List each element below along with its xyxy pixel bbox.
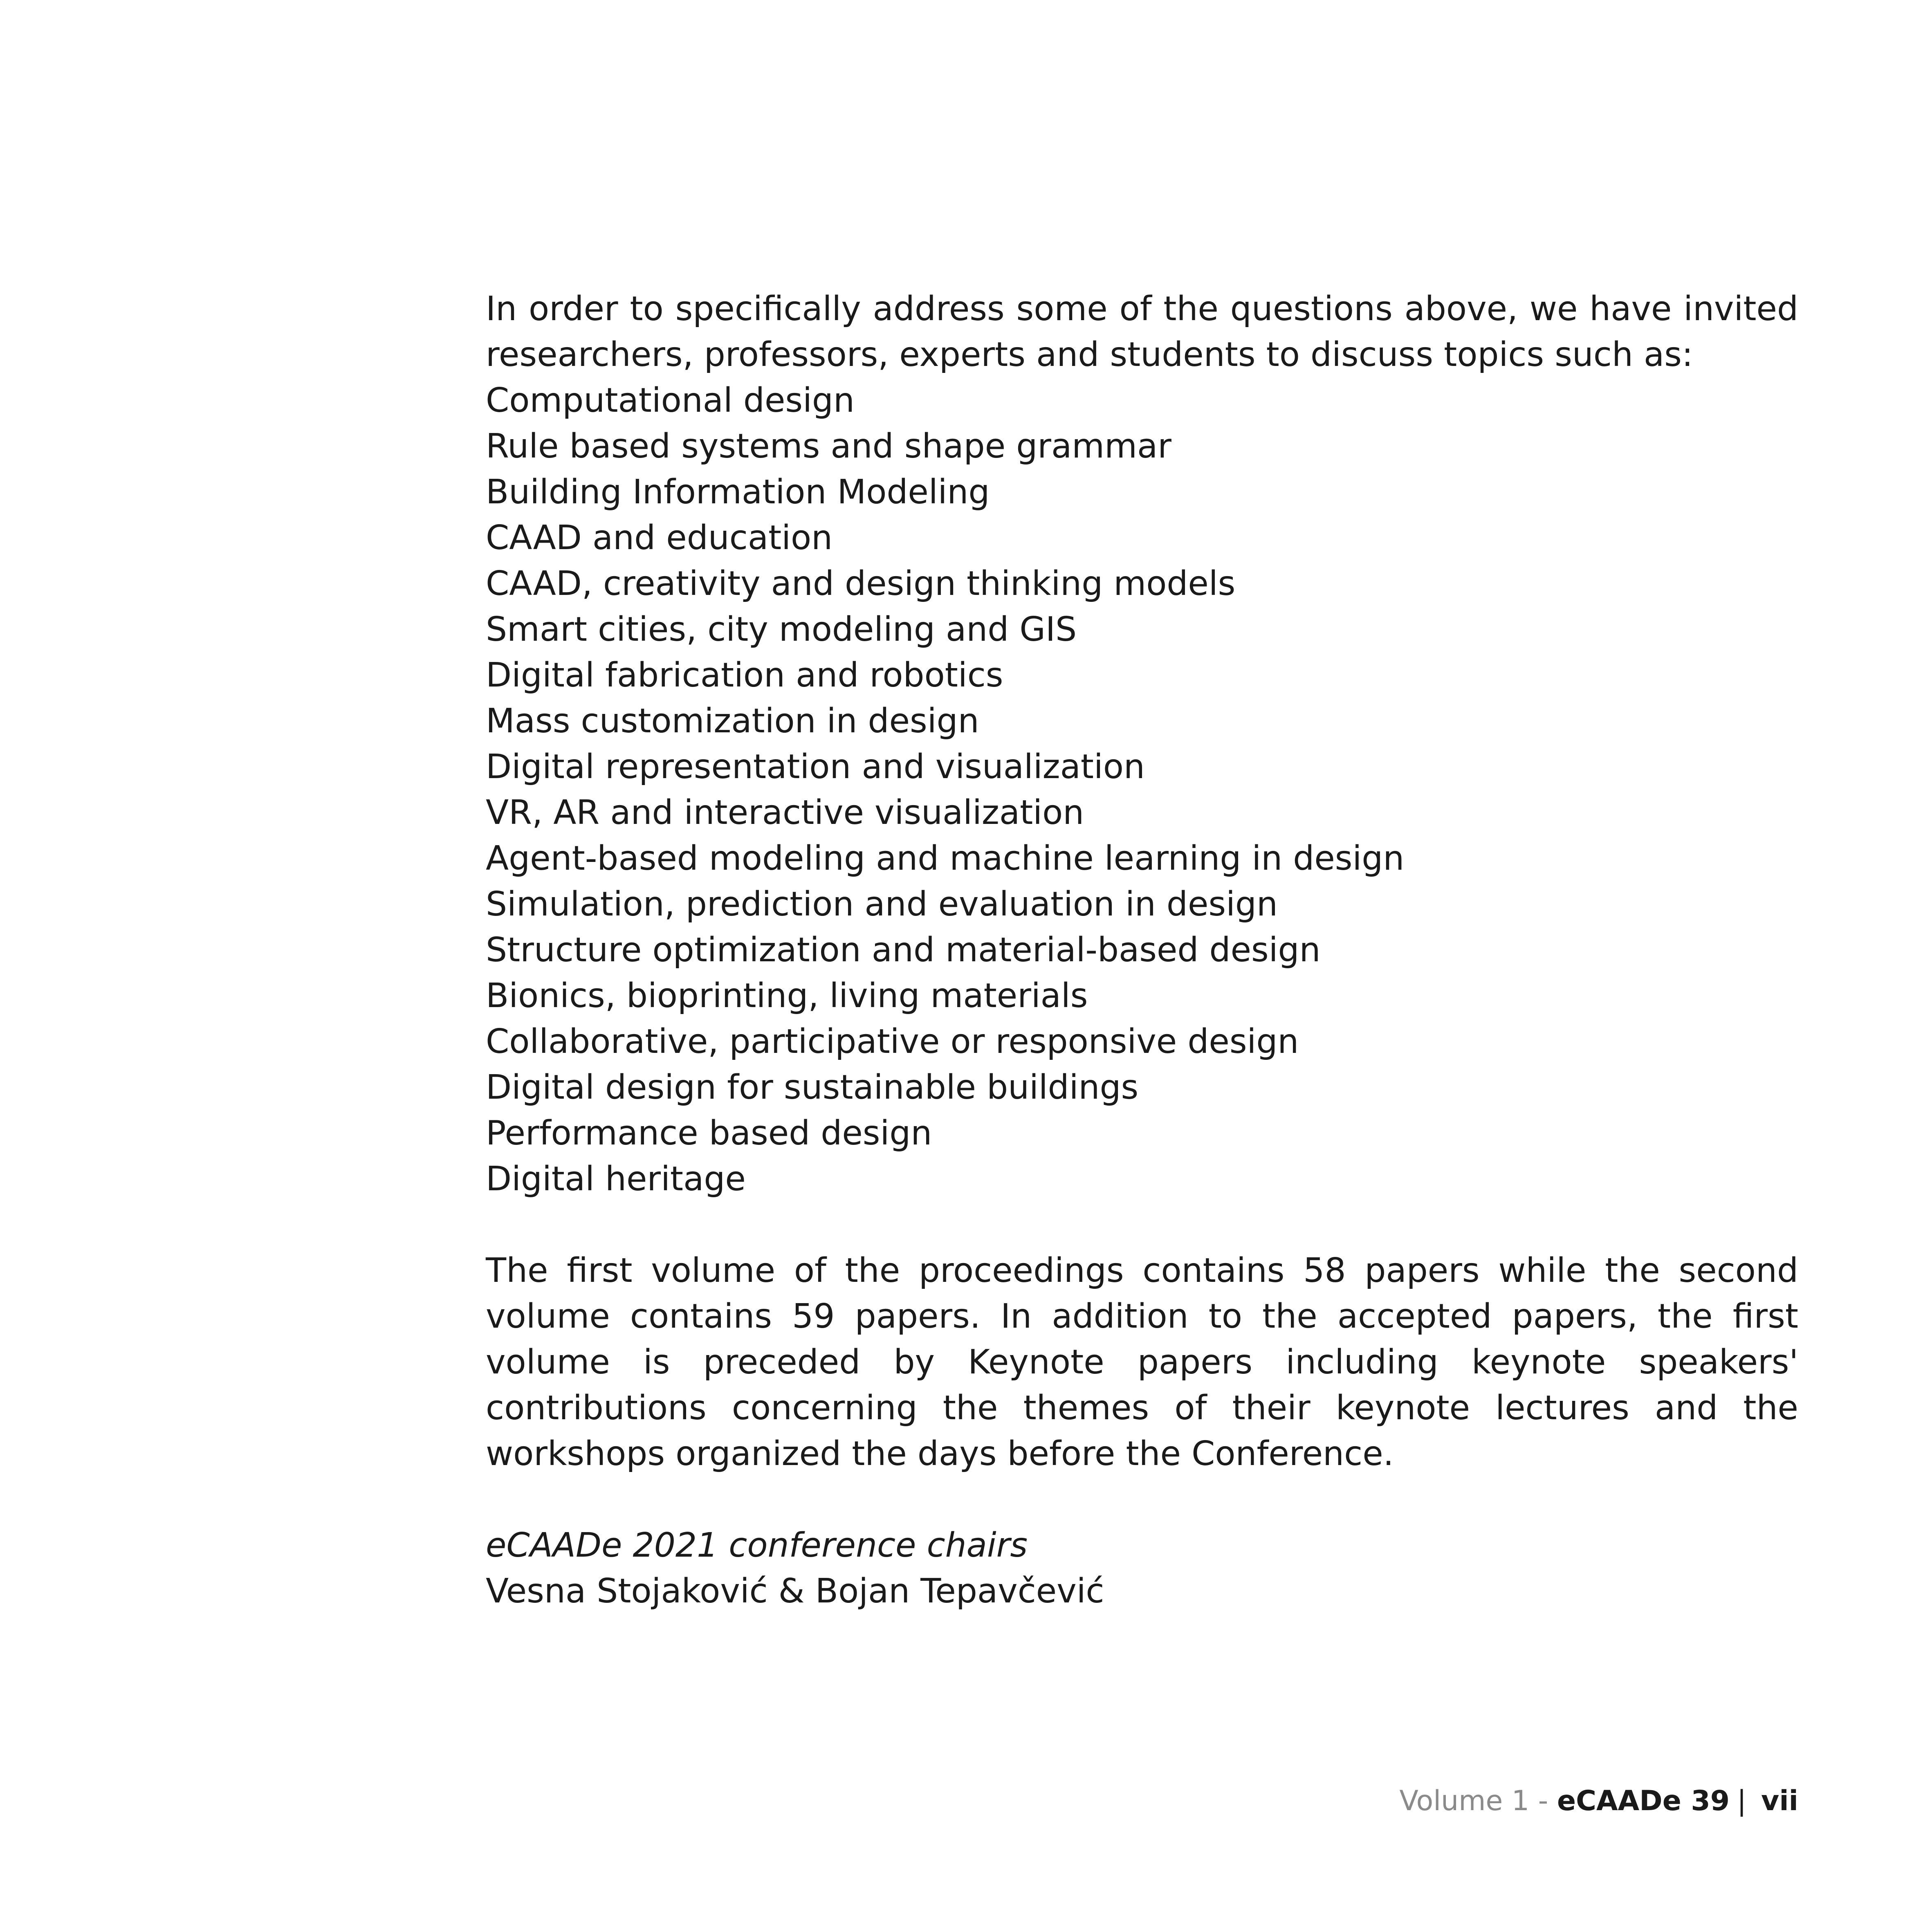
topic-item: VR, AR and interactive visualization bbox=[486, 793, 1084, 832]
topic-item: Smart cities, city modeling and GIS bbox=[486, 610, 1077, 649]
page-footer bbox=[1399, 1783, 1798, 1820]
topic-item: Collaborative, participative or responsive design bbox=[486, 1022, 1299, 1061]
footer-separator: | bbox=[1737, 1785, 1747, 1817]
topic-item: Digital design for sustainable buildings bbox=[486, 1068, 1139, 1107]
topic-item: Digital heritage bbox=[486, 1160, 746, 1198]
topic-item: Bionics, bioprinting, living materials bbox=[486, 976, 1088, 1015]
topic-item: Digital fabrication and robotics bbox=[486, 656, 1003, 695]
intro-paragraph: In order to specifically address some of the questions above, we have invited researchers, professors, experts and students to discuss topics such as: bbox=[486, 289, 1798, 374]
signature-role: eCAADe 2021 conference chairs bbox=[486, 1526, 1028, 1565]
topic-list bbox=[486, 378, 1798, 1202]
footer-conference: eCAADe 39 bbox=[1557, 1785, 1730, 1817]
topic-item: Building Information Modeling bbox=[486, 473, 990, 512]
topic-item: Digital representation and visualization bbox=[486, 747, 1145, 786]
footer-volume: Volume 1 - bbox=[1399, 1785, 1548, 1817]
topic-item: CAAD, creativity and design thinking models bbox=[486, 564, 1236, 603]
topic-item: Computational design bbox=[486, 381, 855, 420]
topic-item: Performance based design bbox=[486, 1114, 932, 1153]
paragraph-spacer bbox=[486, 1477, 1798, 1523]
page-content bbox=[486, 286, 1798, 1614]
topic-item: Mass customization in design bbox=[486, 702, 979, 740]
topic-item: Agent-based modeling and machine learning in design bbox=[486, 839, 1405, 878]
paragraph-spacer bbox=[486, 1202, 1798, 1248]
signature-names: Vesna Stojaković & Bojan Tepavčević bbox=[486, 1572, 1104, 1611]
topic-item: Structure optimization and material-based design bbox=[486, 931, 1321, 969]
topic-item: Rule based systems and shape grammar bbox=[486, 427, 1171, 466]
topic-item: CAAD and education bbox=[486, 518, 833, 557]
page-number: vii bbox=[1761, 1785, 1798, 1817]
volumes-paragraph: The first volume of the proceedings contains 58 papers while the second volume contains 59 papers. In addition to the accepted papers, the first volume is preceded by Keynote papers including keynote speakers' contributions concerning the themes of their keynote lectures and the workshops organized the days before the Conference. bbox=[486, 1251, 1798, 1473]
topic-item: Simulation, prediction and evaluation in design bbox=[486, 885, 1278, 924]
